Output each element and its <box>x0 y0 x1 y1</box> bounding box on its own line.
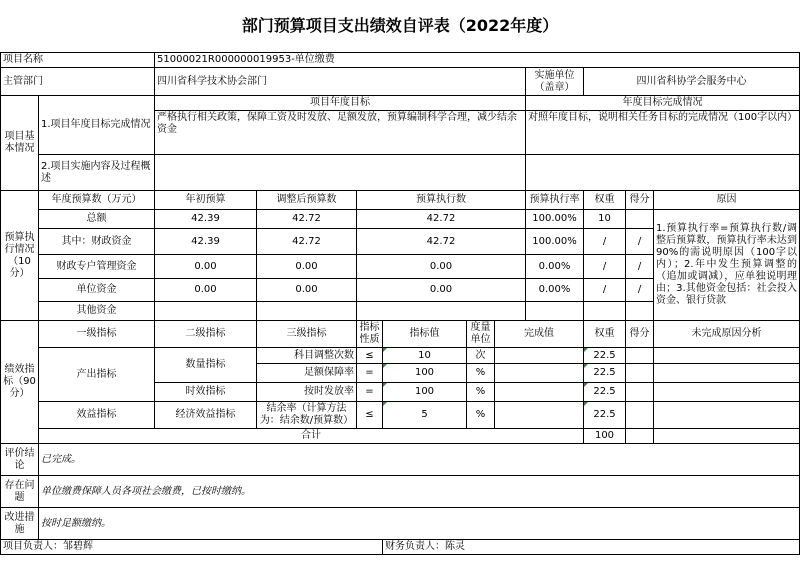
budget-rate-value: 0.00% <box>526 279 584 302</box>
budget-rate-value: 100.00% <box>526 229 584 255</box>
budget-executed-value: 42.72 <box>357 210 526 229</box>
perf-total-label: 合计 <box>39 429 584 444</box>
budget-initial-value: 42.39 <box>155 210 257 229</box>
item2-goal-cell <box>155 155 526 191</box>
perf-nature-header: 指标性质 <box>357 321 383 348</box>
perf-score-header: 得分 <box>626 321 654 348</box>
perf-weight: 22.5 <box>584 348 626 364</box>
budget-weight-value <box>584 302 626 321</box>
basic-item2-label: 2.项目实施内容及过程概述 <box>39 155 155 191</box>
perf-value: 100 <box>383 383 467 402</box>
budget-adjusted-value: 42.72 <box>257 210 357 229</box>
perf-level3: 按时发放率 <box>257 383 357 402</box>
perf-nature: ≤ <box>357 348 383 364</box>
perf-done <box>495 383 584 402</box>
budget-score-value <box>626 302 654 321</box>
budget-executed-value <box>357 302 526 321</box>
perf-weight: 22.5 <box>584 383 626 402</box>
perf-level1-header: 一级指标 <box>39 321 155 348</box>
perf-header-row <box>1 321 800 348</box>
leader-sign: 项目负责人：邹碧辉 <box>1 540 383 555</box>
perf-score <box>626 383 654 402</box>
perf-total-score <box>626 429 654 444</box>
budget-adjusted-value <box>257 302 357 321</box>
improve-text: 按时足额缴纳。 <box>39 508 800 540</box>
improve-label: 改进措施 <box>1 508 39 540</box>
budget-executed-value: 0.00 <box>357 255 526 279</box>
budget-header-row <box>1 191 800 210</box>
perf-level1-benefit: 效益指标 <box>39 402 155 429</box>
budget-executed-header: 预算执行数 <box>357 191 526 210</box>
perf-unit: 次 <box>467 348 495 364</box>
perf-reason-header: 未完成原因分析 <box>654 321 800 348</box>
item2-completion-cell <box>526 155 800 191</box>
dept-label: 主管部门 <box>1 68 155 96</box>
improve-row <box>1 508 800 540</box>
budget-score-value: / <box>626 255 654 279</box>
perf-weight: 22.5 <box>584 402 626 429</box>
budget-weight-value: / <box>584 255 626 279</box>
goal-text: 严格执行相关政策，保障工资及时发放、足额发放，预算编制科学合理，减少结余资金 <box>155 111 526 155</box>
perf-score <box>626 402 654 429</box>
issues-row <box>1 476 800 508</box>
budget-initial-value: 0.00 <box>155 279 257 302</box>
issues-text: 单位缴费保障人员各项社会缴费，已按时缴纳。 <box>39 476 800 508</box>
perf-row-1 <box>1 348 800 364</box>
budget-reason-note: 1.预算执行率=预算执行数/调整后预算数，预算执行率未达到90%的需说明原因（100字以内）；2.年中发生预算调整的（追加或调减），应单独说明理由；3.其他资金包括：社会投入资金、银行贷款 <box>654 210 800 321</box>
perf-weight-header: 权重 <box>584 321 626 348</box>
finance-sign: 财务负责人：陈灵 <box>383 540 800 555</box>
budget-adjusted-value: 0.00 <box>257 255 357 279</box>
perf-total-reason <box>654 429 800 444</box>
budget-adjusted-header: 调整后预算数 <box>257 191 357 210</box>
budget-executed-value: 0.00 <box>357 279 526 302</box>
perf-reason <box>654 402 800 429</box>
perf-value: 100 <box>383 364 467 383</box>
perf-level3: 足额保障率 <box>257 364 357 383</box>
perf-total-row <box>1 429 800 444</box>
perf-row-4 <box>1 402 800 429</box>
evaluation-table <box>0 52 800 555</box>
perf-reason <box>654 383 800 402</box>
perf-weight: 22.5 <box>584 364 626 383</box>
perf-level2-header: 二级指标 <box>155 321 257 348</box>
budget-section-label: 预算执行情况（10分） <box>1 191 39 321</box>
budget-score-value <box>626 210 654 229</box>
perf-reason <box>654 364 800 383</box>
issues-label: 存在问题 <box>1 476 39 508</box>
basic-item1-label: 1.项目年度目标完成情况 <box>39 96 155 155</box>
perf-value: 5 <box>383 402 467 429</box>
perf-value-header: 指标值 <box>383 321 467 348</box>
perf-level3-header: 三级指标 <box>257 321 357 348</box>
perf-nature: = <box>357 364 383 383</box>
budget-executed-value: 42.72 <box>357 229 526 255</box>
conclusion-label: 评价结论 <box>1 444 39 476</box>
budget-adjusted-value: 42.72 <box>257 229 357 255</box>
budget-rate-header: 预算执行率 <box>526 191 584 210</box>
footer-row <box>1 540 800 555</box>
department-row <box>1 68 800 96</box>
budget-initial-value <box>155 302 257 321</box>
perf-unit: % <box>467 383 495 402</box>
budget-weight-value: 10 <box>584 210 626 229</box>
basic-header-row <box>1 96 800 111</box>
perf-total-weight: 100 <box>584 429 626 444</box>
budget-rate-value: 0.00% <box>526 255 584 279</box>
perf-unit: % <box>467 364 495 383</box>
budget-initial-header: 年初预算 <box>155 191 257 210</box>
budget-annual-header: 年度预算数（万元） <box>39 191 155 210</box>
project-name-row <box>1 53 800 68</box>
budget-weight-value: / <box>584 229 626 255</box>
basic-item2-row <box>1 155 800 191</box>
budget-reason-header: 原因 <box>654 191 800 210</box>
perf-done <box>495 364 584 383</box>
completion-header: 年度目标完成情况 <box>526 96 800 111</box>
budget-weight-header: 权重 <box>584 191 626 210</box>
budget-row-label: 总额 <box>39 210 155 229</box>
impl-unit-label: 实施单位（盖章） <box>526 68 584 96</box>
completion-text: 对照年度目标，说明相关任务目标的完成情况（100字以内） <box>526 111 800 155</box>
perf-unit: % <box>467 402 495 429</box>
budget-initial-value: 42.39 <box>155 229 257 255</box>
budget-row-label: 财政专户管理资金 <box>39 255 155 279</box>
budget-row-label: 其他资金 <box>39 302 155 321</box>
budget-weight-value: / <box>584 279 626 302</box>
budget-initial-value: 0.00 <box>155 255 257 279</box>
perf-section-label: 绩效指标（90分） <box>1 321 39 444</box>
budget-score-value: / <box>626 279 654 302</box>
perf-nature: ≤ <box>357 402 383 429</box>
goal-header: 项目年度目标 <box>155 96 526 111</box>
budget-score-header: 得分 <box>626 191 654 210</box>
conclusion-text: 已完成。 <box>39 444 800 476</box>
impl-unit-value: 四川省科协学会服务中心 <box>584 68 800 96</box>
perf-level1-output: 产出指标 <box>39 348 155 402</box>
perf-level2-quantity: 数量指标 <box>155 348 257 383</box>
perf-level3: 科目调整次数 <box>257 348 357 364</box>
conclusion-row <box>1 444 800 476</box>
perf-level2-econ: 经济效益指标 <box>155 402 257 429</box>
basic-section-label: 项目基本情况 <box>1 96 39 191</box>
perf-level3: 结余率（计算方法为：结余数/预算数） <box>257 402 357 429</box>
budget-adjusted-value: 0.00 <box>257 279 357 302</box>
perf-unit-header: 度量单位 <box>467 321 495 348</box>
perf-score <box>626 364 654 383</box>
budget-row-label: 其中：财政资金 <box>39 229 155 255</box>
perf-level2-time: 时效指标 <box>155 383 257 402</box>
budget-row-total <box>1 210 800 229</box>
budget-row-label: 单位资金 <box>39 279 155 302</box>
perf-done <box>495 402 584 429</box>
perf-score <box>626 348 654 364</box>
project-name-value: 51000021R000000019953-单位缴费 <box>155 53 800 68</box>
dept-value: 四川省科学技术协会部门 <box>155 68 526 96</box>
perf-value: 10 <box>383 348 467 364</box>
perf-done-header: 完成值 <box>495 321 584 348</box>
budget-rate-value <box>526 302 584 321</box>
page-title: 部门预算项目支出绩效自评表（2022年度） <box>241 16 559 35</box>
budget-rate-value: 100.00% <box>526 210 584 229</box>
perf-reason <box>654 348 800 364</box>
project-name-label: 项目名称 <box>1 53 155 68</box>
perf-nature: = <box>357 383 383 402</box>
perf-done <box>495 348 584 364</box>
budget-score-value: / <box>626 229 654 255</box>
